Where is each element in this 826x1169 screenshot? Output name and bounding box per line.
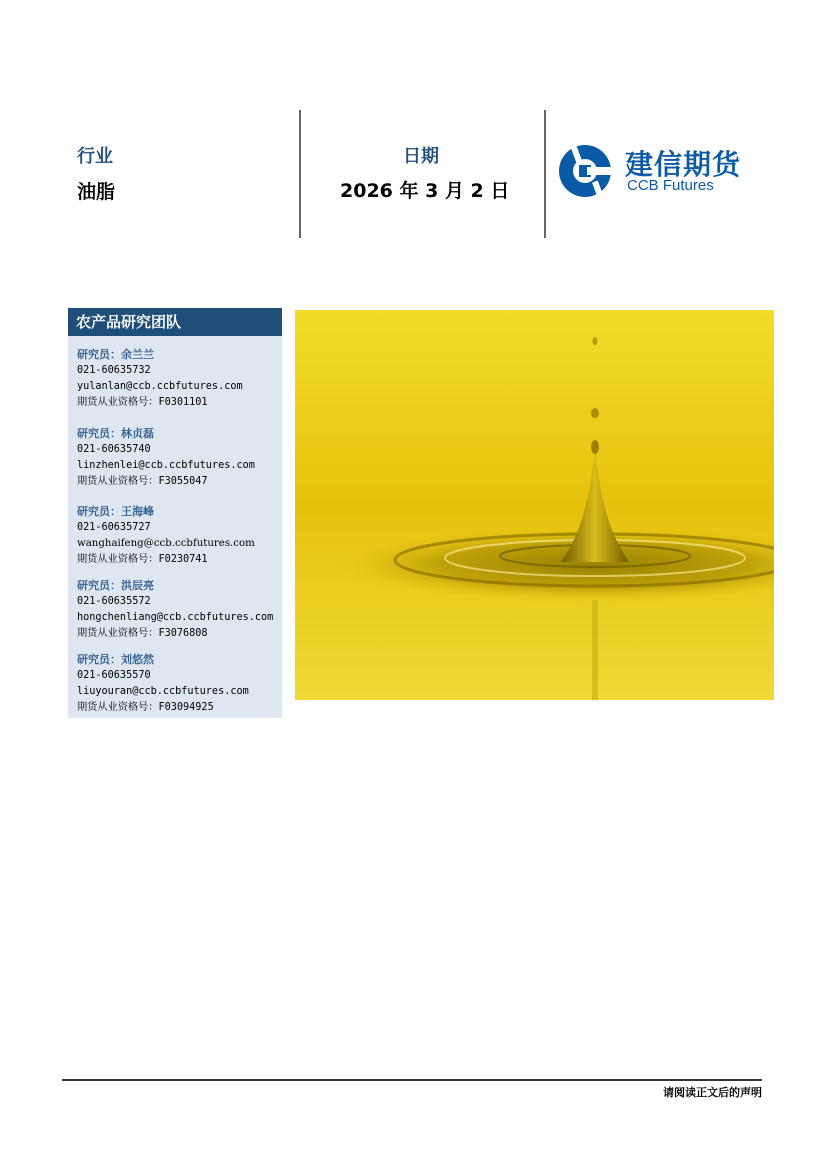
researcher-email[interactable]: hongchenliang@ccb.ccbfutures.com <box>77 612 274 623</box>
researcher-license: 期货从业资格号：F0230741 <box>77 554 208 565</box>
researcher-card <box>77 346 282 411</box>
logo-name-en: CCB Futures <box>627 177 714 194</box>
researcher-phone: 021-60635572 <box>77 596 151 607</box>
researcher-name: 研究员：刘悠然 <box>77 653 154 666</box>
researcher-email[interactable]: yulanlan@ccb.ccbfutures.com <box>77 381 243 392</box>
header-divider-left <box>299 110 301 238</box>
researcher-phone: 021-60635727 <box>77 522 151 533</box>
researcher-phone: 021-60635740 <box>77 444 151 455</box>
ccb-logo-icon <box>557 143 613 199</box>
team-title: 农产品研究团队 <box>68 308 282 336</box>
researcher-card <box>77 651 282 716</box>
researcher-license: 期货从业资格号：F3076808 <box>77 628 208 639</box>
footer-disclaimer: 请阅读正文后的声明 <box>663 1086 762 1099</box>
industry-label: 行业 <box>77 146 113 167</box>
researcher-name: 研究员：林贞磊 <box>77 427 154 440</box>
date-value: 2026 年 3 月 2 日 <box>340 180 510 202</box>
researcher-email[interactable]: linzhenlei@ccb.ccbfutures.com <box>77 460 255 471</box>
industry-value: 油脂 <box>77 181 116 203</box>
researcher-email[interactable]: wanghaifeng@ccb.ccbfutures.com <box>77 538 255 549</box>
header-divider-right <box>544 110 546 238</box>
researcher-name: 研究员：洪辰亮 <box>77 579 154 592</box>
logo-name-cn: 建信期货 <box>625 148 742 181</box>
researcher-license: 期货从业资格号：F0301101 <box>77 397 208 408</box>
oil-droplet-image <box>295 310 774 700</box>
researcher-card <box>77 577 282 642</box>
researcher-phone: 021-60635570 <box>77 670 151 681</box>
researcher-phone: 021-60635732 <box>77 365 151 376</box>
company-logo <box>557 143 779 201</box>
footer-divider <box>62 1079 762 1081</box>
researcher-name: 研究员：余兰兰 <box>77 348 154 361</box>
researcher-name: 研究员：王海峰 <box>77 505 154 518</box>
researcher-card <box>77 425 282 490</box>
researcher-license: 期货从业资格号：F3055047 <box>77 476 208 487</box>
researcher-license: 期货从业资格号：F03094925 <box>77 702 214 713</box>
date-label: 日期 <box>403 146 439 167</box>
researcher-email[interactable]: liuyouran@ccb.ccbfutures.com <box>77 686 249 697</box>
researcher-card <box>77 503 282 568</box>
research-team-panel <box>68 308 282 718</box>
